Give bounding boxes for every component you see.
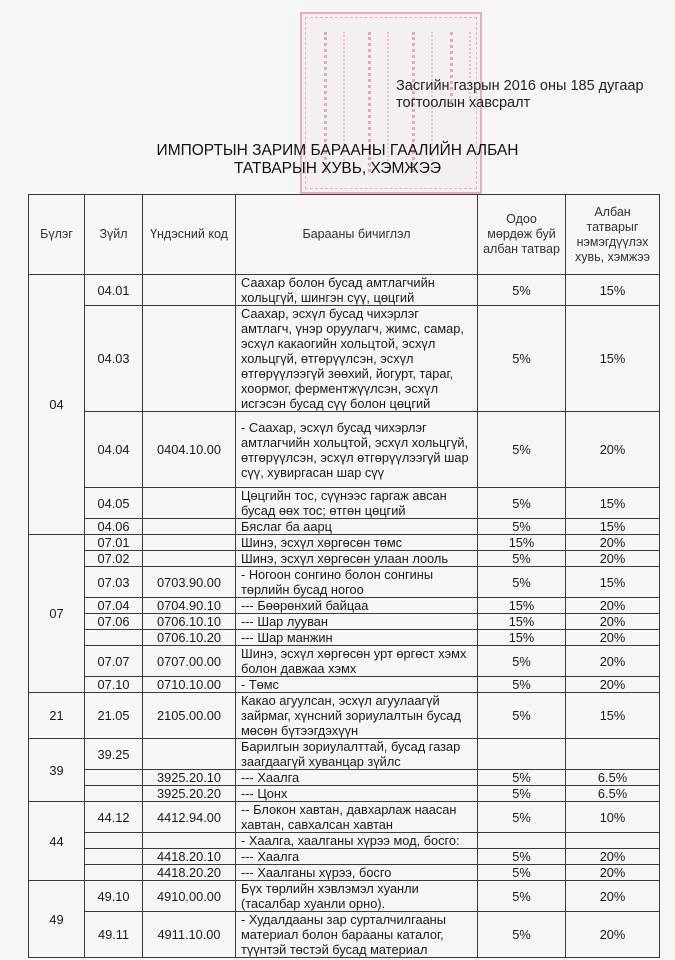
table-row [29,833,660,849]
item-cell: 07.03 [85,567,143,598]
description-cell: - Төмс [236,677,478,693]
item-cell: 07.01 [85,535,143,551]
table-row [29,488,660,519]
table-row [29,275,660,306]
current-rate-cell: 5% [478,786,566,802]
current-rate-cell: 15% [478,630,566,646]
header-item: Зүйл [85,195,143,275]
code-cell: 4911.10.00 [143,912,236,958]
description-cell: Барилгын зориулалттай, бусад газар заагдаагүй хуванцар зүйлс [236,739,478,770]
description-cell: Цөцгийн тос, сүүнээс гаргаж авсан бусад өөх тос; өтгөн цөцгий [236,488,478,519]
code-cell: 2105.00.00 [143,693,236,739]
current-rate-cell: 5% [478,912,566,958]
title-line-2: ТАТВАРЫН ХУВЬ, ХЭМЖЭЭ [233,160,442,177]
new-rate-cell [566,739,660,770]
new-rate-cell: 20% [566,630,660,646]
table-row [29,739,660,770]
table-row [29,849,660,865]
description-cell: -- Блокон хавтан, давхарлаж наасан хавтан, савхалсан хавтан [236,802,478,833]
new-rate-cell: 20% [566,865,660,881]
current-rate-cell: 5% [478,865,566,881]
current-rate-cell: 15% [478,598,566,614]
code-cell [143,739,236,770]
group-cell: 44 [29,802,85,881]
table-row [29,865,660,881]
code-cell [143,275,236,306]
new-rate-cell: 20% [566,677,660,693]
table-row [29,881,660,912]
code-cell: 0707.00.00 [143,646,236,677]
header-description: Барааны бичиглэл [236,195,478,275]
table-row [29,567,660,598]
new-rate-cell: 20% [566,646,660,677]
code-cell: 4418.20.10 [143,849,236,865]
code-cell: 0704.90.10 [143,598,236,614]
description-cell: - Хаалга, хаалганы хүрээ мод, босго: [236,833,478,849]
page-title [0,142,675,178]
annex-note [396,78,666,112]
code-cell: 0703.90.00 [143,567,236,598]
table-header-row [29,195,660,275]
item-cell: 39.25 [85,739,143,770]
table-row [29,630,660,646]
code-cell [143,535,236,551]
description-cell: --- Шар лууван [236,614,478,630]
code-cell: 0710.10.00 [143,677,236,693]
current-rate-cell: 5% [478,551,566,567]
item-cell: 07.07 [85,646,143,677]
description-cell: Саахар, эсхүл бусад чихэрлэг амтлагч, үнэр оруулагч, жимс, самар, эсхүл какаогийн хольцтой, эсхүл хольцгүй, өтгөрүүлсэн, эсхүл өтгөрүүлээгүй зөөхий, йогурт, тараг, хоормог, ферментжүүлсэн, эсхүл исгэсэн бусад сүү болон цөцгий [236,306,478,412]
new-rate-cell: 6.5% [566,786,660,802]
description-cell: --- Цонх [236,786,478,802]
title-line-1: ИМПОРТЫН ЗАРИМ БАРААНЫ ГААЛИЙН АЛБАН [156,142,519,159]
current-rate-cell: 5% [478,519,566,535]
current-rate-cell: 5% [478,306,566,412]
item-cell: 07.04 [85,598,143,614]
current-rate-cell [478,739,566,770]
new-rate-cell: 15% [566,519,660,535]
table-row [29,802,660,833]
code-cell [143,519,236,535]
item-cell: 04.04 [85,412,143,488]
group-cell: 39 [29,739,85,802]
description-cell: Шинэ, эсхүл хөргөсөн урт өргөст хэмх болон давжаа хэмх [236,646,478,677]
new-rate-cell: 20% [566,535,660,551]
item-cell: 49.11 [85,912,143,958]
item-cell [85,865,143,881]
description-cell: Бяслаг ба аарц [236,519,478,535]
item-cell: 07.10 [85,677,143,693]
description-cell: Шинэ, эсхүл хөргөсөн улаан лооль [236,551,478,567]
current-rate-cell: 15% [478,535,566,551]
group-cell: 07 [29,535,85,693]
code-cell: 0404.10.00 [143,412,236,488]
current-rate-cell: 15% [478,614,566,630]
current-rate-cell: 5% [478,802,566,833]
current-rate-cell: 5% [478,693,566,739]
description-cell: Бүх төрлийн хэвлэмэл хуанли (тасалбар хуанли орно). [236,881,478,912]
description-cell: --- Хаалга [236,849,478,865]
code-cell: 0706.10.20 [143,630,236,646]
description-cell: Шинэ, эсхүл хөргөсөн төмс [236,535,478,551]
current-rate-cell: 5% [478,275,566,306]
code-cell [143,306,236,412]
description-cell: Саахар болон бусад амтлагчийн хольцгүй, шингэн сүү, цөцгий [236,275,478,306]
header-new-rate: Албан татварыг нэмэгдүүлэх хувь, хэмжээ [566,195,660,275]
item-cell: 21.05 [85,693,143,739]
new-rate-cell [566,833,660,849]
new-rate-cell: 15% [566,488,660,519]
item-cell: 49.10 [85,881,143,912]
header-group: Бүлэг [29,195,85,275]
current-rate-cell: 5% [478,488,566,519]
table-row [29,519,660,535]
new-rate-cell: 20% [566,412,660,488]
description-cell: - Худалдааны зар сурталчилгааны материал болон барааны каталог, түүнтэй төстэй бусад материал [236,912,478,958]
table-row [29,912,660,958]
current-rate-cell: 5% [478,677,566,693]
current-rate-cell: 5% [478,881,566,912]
table-row [29,551,660,567]
item-cell: 07.06 [85,614,143,630]
tariff-table [28,194,660,958]
item-cell [85,770,143,786]
code-cell [143,551,236,567]
item-cell: 07.02 [85,551,143,567]
new-rate-cell: 15% [566,306,660,412]
item-cell [85,630,143,646]
item-cell: 04.01 [85,275,143,306]
description-cell: --- Шар манжин [236,630,478,646]
item-cell: 04.06 [85,519,143,535]
description-cell: --- Хаалга [236,770,478,786]
header-current-rate: Одоо мөрдөж буй албан татвар [478,195,566,275]
code-cell: 3925.20.20 [143,786,236,802]
current-rate-cell: 5% [478,849,566,865]
table-row [29,535,660,551]
new-rate-cell: 20% [566,551,660,567]
table-row [29,646,660,677]
new-rate-cell: 20% [566,849,660,865]
item-cell: 04.05 [85,488,143,519]
new-rate-cell: 20% [566,881,660,912]
current-rate-cell: 5% [478,412,566,488]
description-cell: --- Хаалганы хүрээ, босго [236,865,478,881]
group-cell: 49 [29,881,85,958]
code-cell: 4418.20.20 [143,865,236,881]
table-row [29,598,660,614]
current-rate-cell: 5% [478,567,566,598]
annex-line-1: Засгийн газрын 2016 оны 185 дугаар [396,78,644,94]
description-cell: - Саахар, эсхүл бусад чихэрлэг амтлагчийн хольцтой, эсхүл хольцгүй, өтгөрүүлсэн, эсхүл өтгөрүүлээгүй шар сүү, хувиргасан шар сүү [236,412,478,488]
table-row [29,770,660,786]
current-rate-cell [478,833,566,849]
new-rate-cell: 20% [566,912,660,958]
table-row [29,786,660,802]
item-cell: 44.12 [85,802,143,833]
header-code: Үндэсний код [143,195,236,275]
code-cell [143,833,236,849]
item-cell [85,786,143,802]
description-cell: - Ногоон сонгино болон сонгины төрлийн бусад ногоо [236,567,478,598]
new-rate-cell: 15% [566,693,660,739]
code-cell: 3925.20.10 [143,770,236,786]
new-rate-cell: 15% [566,275,660,306]
code-cell: 4910.00.00 [143,881,236,912]
new-rate-cell: 10% [566,802,660,833]
new-rate-cell: 15% [566,567,660,598]
table-row [29,306,660,412]
table-row [29,693,660,739]
code-cell [143,488,236,519]
new-rate-cell: 20% [566,614,660,630]
item-cell: 04.03 [85,306,143,412]
description-cell: --- Бөөрөнхий байцаа [236,598,478,614]
table-row [29,677,660,693]
item-cell [85,833,143,849]
annex-line-2: тогтоолын хавсралт [396,95,531,111]
code-cell: 0706.10.10 [143,614,236,630]
table-row [29,412,660,488]
table-row [29,614,660,630]
group-cell: 04 [29,275,85,535]
new-rate-cell: 20% [566,598,660,614]
item-cell [85,849,143,865]
new-rate-cell: 6.5% [566,770,660,786]
current-rate-cell: 5% [478,770,566,786]
group-cell: 21 [29,693,85,739]
description-cell: Какао агуулсан, эсхүл агуулаагүй зайрмаг, хүнсний зориулалтын бусад мөсөн бүтээгдэхүүн [236,693,478,739]
code-cell: 4412.94.00 [143,802,236,833]
current-rate-cell: 5% [478,646,566,677]
